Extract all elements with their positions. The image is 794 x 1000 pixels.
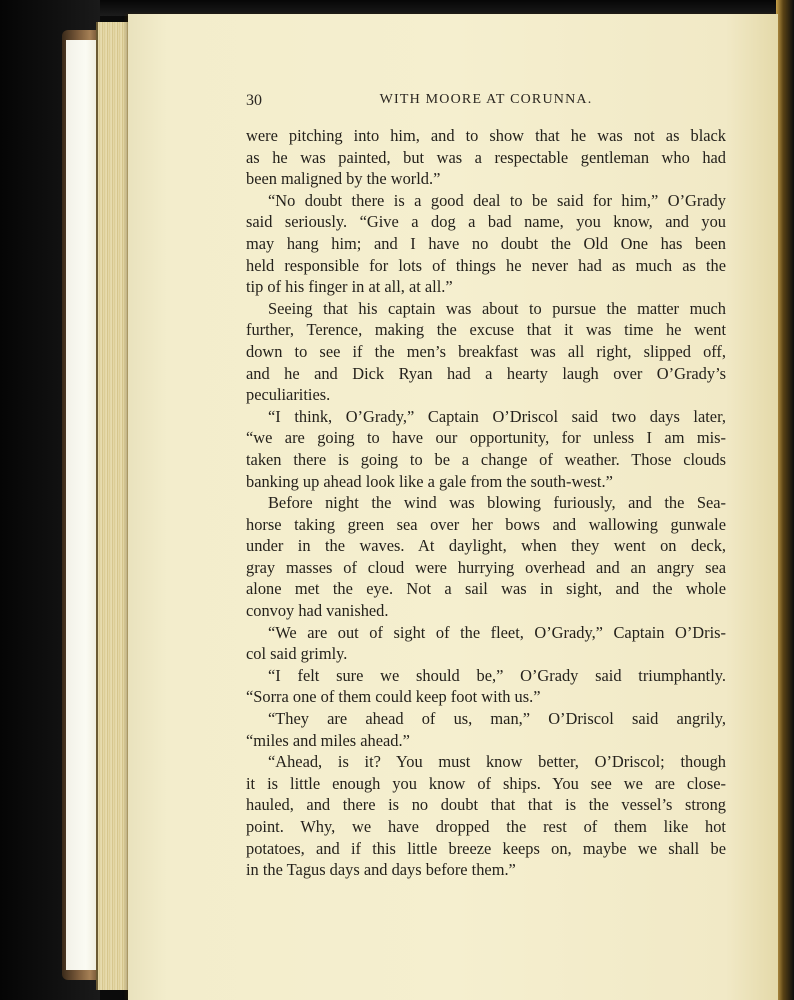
text-line: down to see if the men’s breakfast was all right, slipped off, — [246, 341, 726, 361]
text-line: “I think, O’Grady,” Captain O’Driscol said two days later, — [268, 406, 726, 426]
text-line: horse taking green sea over her bows and wallowing gunwale — [246, 514, 726, 534]
text-line: been maligned by the world.” — [246, 169, 441, 189]
text-line: it is little enough you know of ships. You see we are close- — [246, 773, 726, 793]
text-line: said seriously. “Give a dog a bad name, you know, and you — [246, 212, 726, 232]
text-line: under in the waves. At daylight, when they went on deck, — [246, 536, 726, 556]
text-line: “We are out of sight of the fleet, O’Grady,” Captain O’Dris- — [268, 622, 726, 642]
text-line: “They are ahead of us, man,” O’Driscol said angrily, — [268, 709, 726, 729]
running-head: WITH MOORE AT CORUNNA. — [379, 92, 593, 107]
text-line: tip of his finger in at all, at all.” — [246, 277, 453, 297]
right-page-edge — [776, 0, 794, 1000]
text-line: point. Why, we have dropped the rest of them like hot — [246, 817, 726, 836]
text-line: “Sorra one of them could keep foot with us.” — [246, 687, 541, 707]
text-line: peculiarities. — [246, 385, 331, 405]
text-line: held responsible for lots of things he never had as much as the — [246, 255, 726, 275]
text-line: and he and Dick Ryan had a hearty laugh over O’Grady’s — [246, 363, 726, 383]
book-page — [128, 14, 778, 1000]
text-line: as he was painted, but was a respectable gentleman who had — [246, 147, 726, 167]
text-line: hauled, and there is no doubt that that is the vessel’s strong — [246, 795, 726, 815]
text-line: further, Terence, making the excuse that it was time he went — [246, 320, 726, 340]
text-line: “I felt sure we should be,” O’Grady said triumphantly. — [268, 665, 726, 685]
text-line: in the Tagus days and days before them.” — [246, 860, 516, 880]
text-line: “we are going to have our opportunity, for unless I am mis- — [246, 428, 726, 448]
body-text — [246, 125, 726, 881]
text-line: “Ahead, is it? You must know better, O’Driscol; though — [268, 752, 726, 772]
text-line: taken there is going to be a change of weather. Those clouds — [246, 449, 726, 469]
text-line: gray masses of cloud were hurrying overhead and an angry sea — [246, 557, 726, 577]
text-line: banking up ahead look like a gale from the south-west.” — [246, 471, 613, 491]
text-line: may hang him; and I have no doubt the Old One has been — [246, 233, 726, 253]
text-line: convoy had vanished. — [246, 601, 389, 621]
text-line: col said grimly. — [246, 644, 348, 664]
text-line: Before night the wind was blowing furiously, and the Sea- — [268, 493, 726, 513]
text-line: “miles and miles ahead.” — [246, 730, 410, 750]
page-number: 30 — [246, 92, 262, 109]
text-line: potatoes, and if this little breeze keeps on, maybe we shall be — [246, 838, 726, 858]
text-line: alone met the eye. Not a sail was in sight, and the whole — [246, 579, 726, 599]
text-line: “No doubt there is a good deal to be said for him,” O’Grady — [268, 190, 726, 210]
text-line: were pitching into him, and to show that he was not as black — [246, 126, 726, 145]
page-header — [246, 92, 726, 116]
text-line: Seeing that his captain was about to pursue the matter much — [268, 298, 726, 318]
